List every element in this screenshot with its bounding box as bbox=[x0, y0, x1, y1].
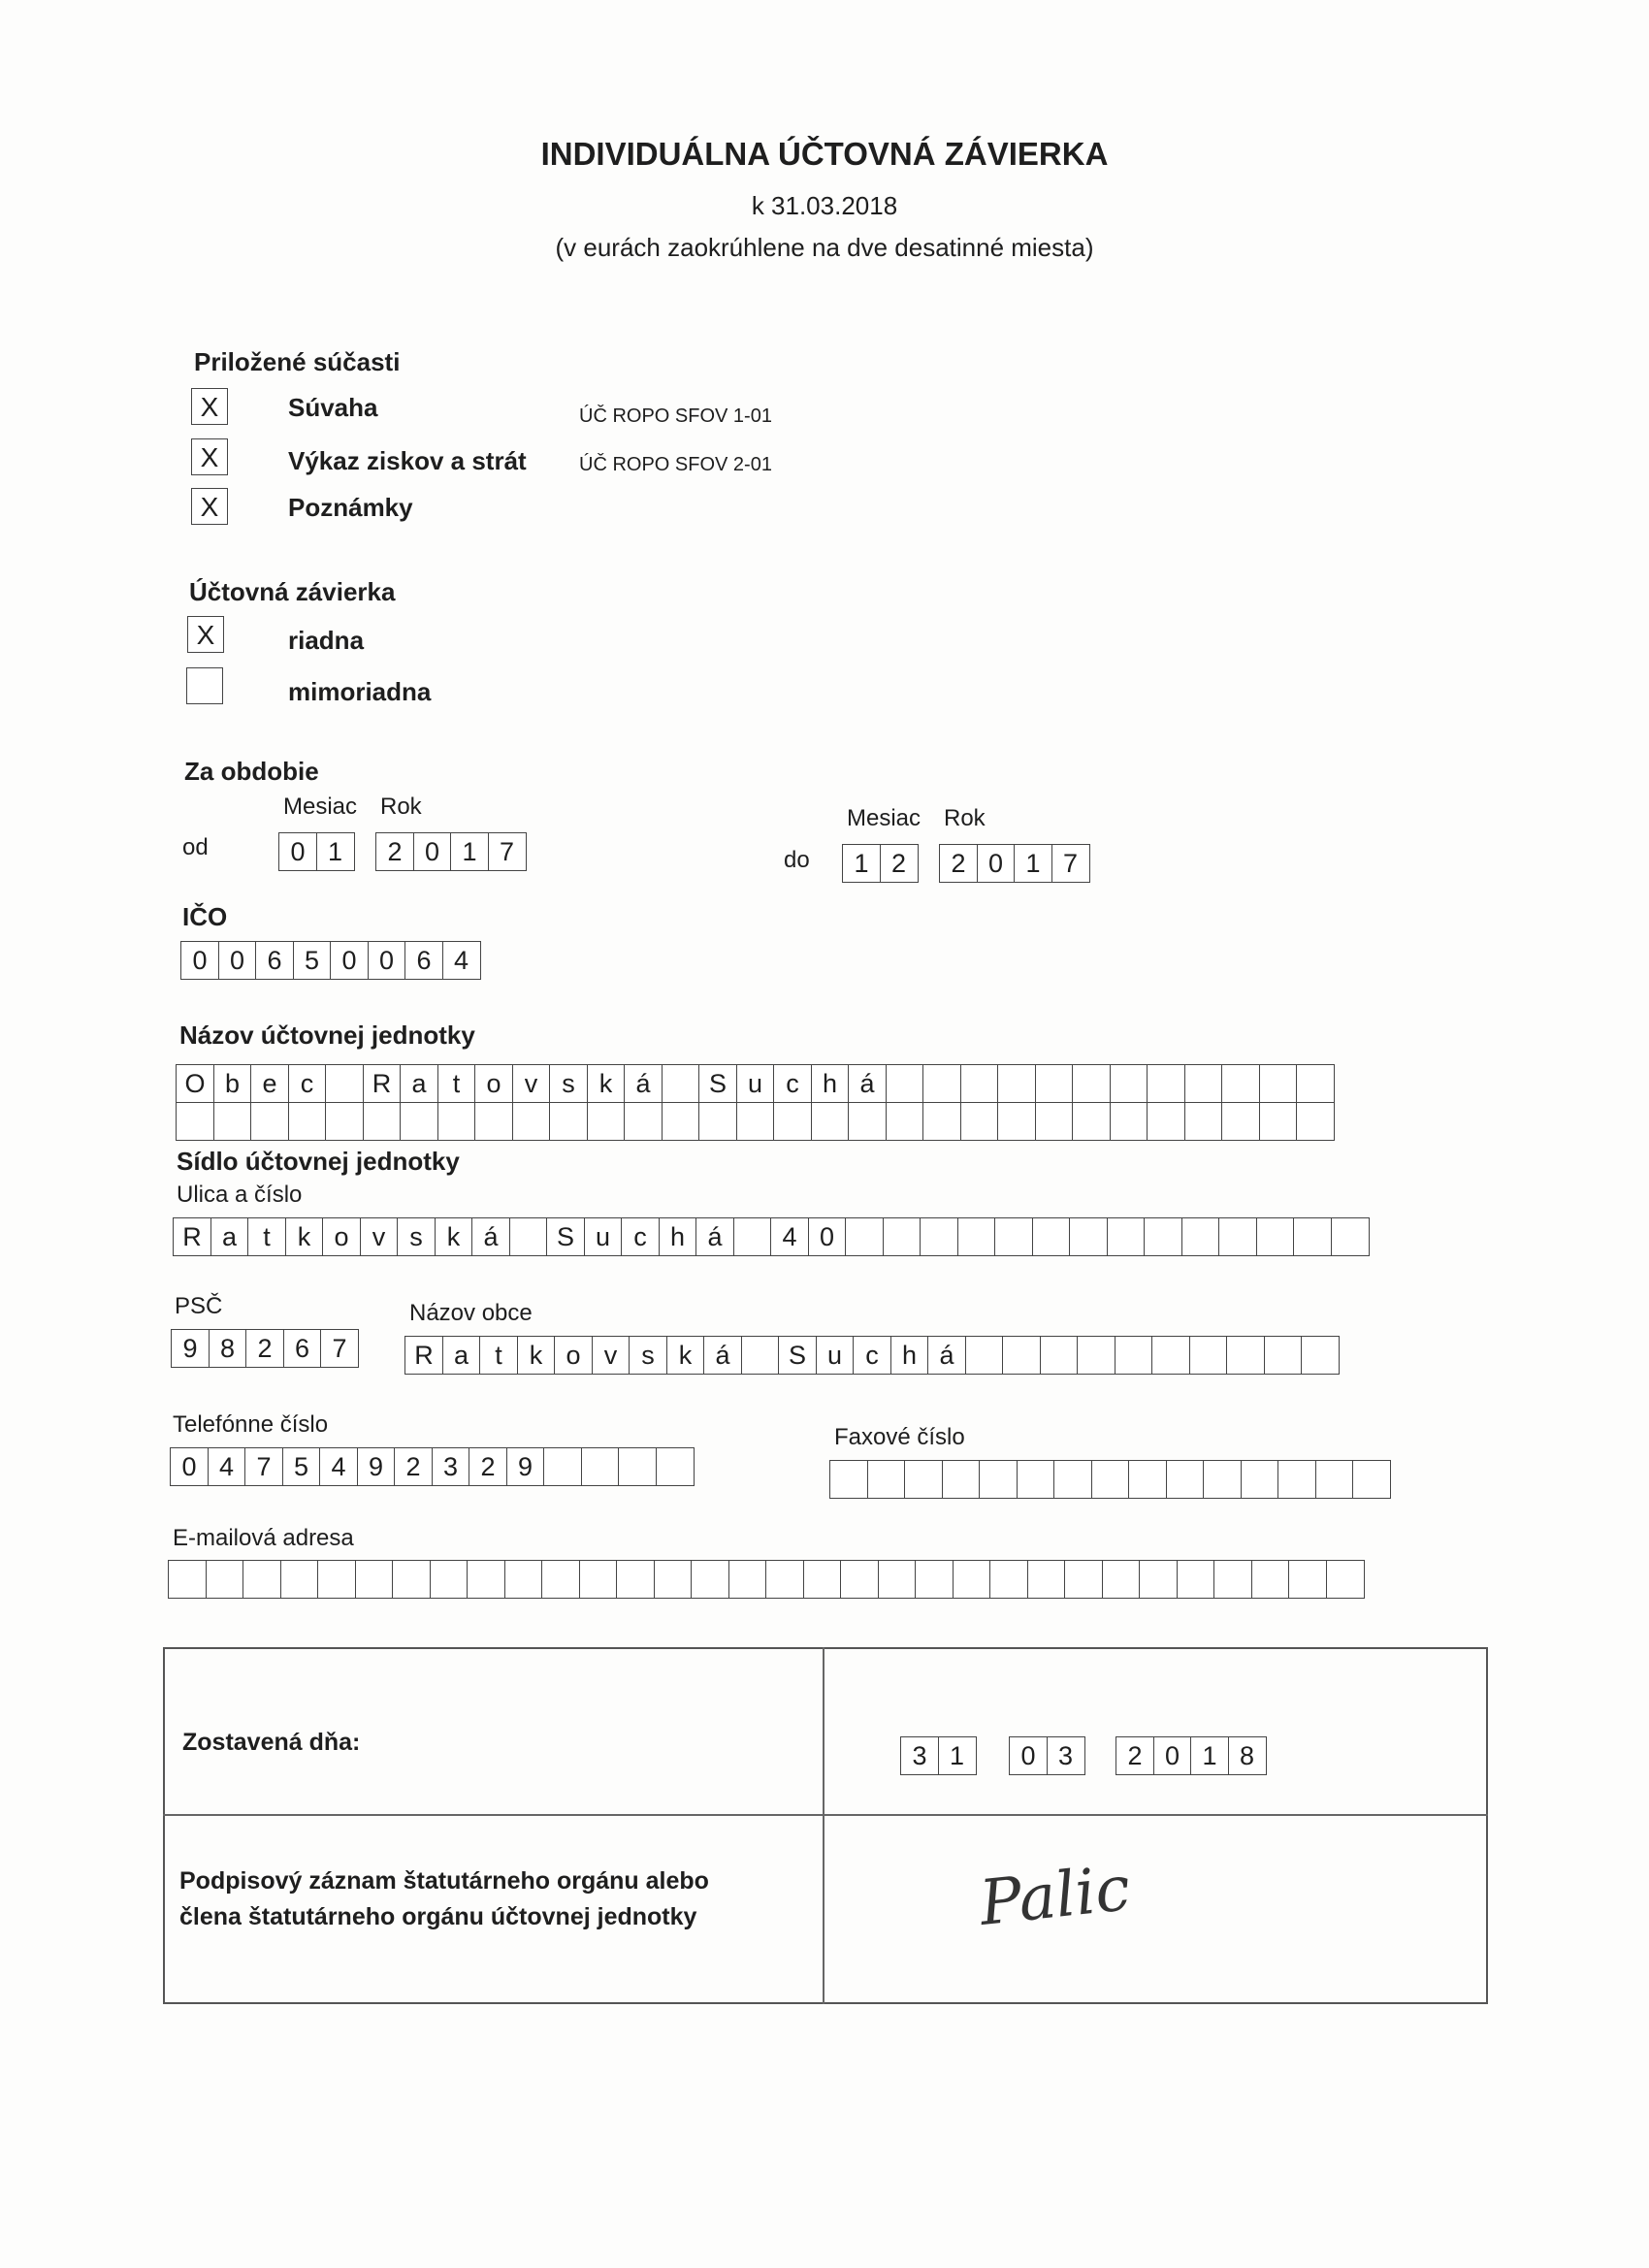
char-box[interactable] bbox=[1331, 1217, 1370, 1256]
char-box[interactable]: v bbox=[592, 1336, 630, 1375]
char-box[interactable] bbox=[242, 1560, 281, 1599]
char-box[interactable] bbox=[1144, 1217, 1182, 1256]
to-year-grid[interactable] bbox=[939, 844, 1088, 883]
char-box[interactable] bbox=[288, 1102, 327, 1141]
char-box[interactable] bbox=[1264, 1336, 1303, 1375]
char-box[interactable] bbox=[1301, 1336, 1340, 1375]
char-box[interactable]: 2 bbox=[1116, 1736, 1154, 1775]
char-box[interactable] bbox=[206, 1560, 244, 1599]
char-box[interactable] bbox=[1259, 1102, 1298, 1141]
char-box[interactable] bbox=[994, 1217, 1033, 1256]
phone-label: Telefónne číslo bbox=[173, 1411, 329, 1438]
char-box[interactable] bbox=[280, 1560, 319, 1599]
email-label: E-mailová adresa bbox=[173, 1525, 354, 1551]
char-box[interactable] bbox=[1218, 1217, 1257, 1256]
char-box[interactable] bbox=[883, 1217, 922, 1256]
compiled-year-grid[interactable] bbox=[1116, 1736, 1265, 1775]
char-box[interactable]: á bbox=[695, 1217, 734, 1256]
char-box[interactable] bbox=[922, 1102, 961, 1141]
checkbox-vykaz[interactable]: X bbox=[191, 438, 228, 475]
char-box[interactable]: u bbox=[584, 1217, 623, 1256]
char-box[interactable]: 1 bbox=[842, 844, 881, 883]
email-grid[interactable] bbox=[168, 1560, 1363, 1599]
char-box[interactable]: 1 bbox=[1014, 844, 1052, 883]
char-box[interactable]: 4 bbox=[442, 941, 481, 980]
char-box[interactable] bbox=[1053, 1460, 1092, 1499]
char-box[interactable]: 5 bbox=[293, 941, 332, 980]
char-box[interactable] bbox=[656, 1447, 695, 1486]
entity-name-row-1 bbox=[176, 1064, 1334, 1103]
char-box[interactable]: S bbox=[698, 1064, 737, 1103]
signoff-divider-vertical bbox=[823, 1647, 824, 2004]
from-year-grid[interactable] bbox=[375, 832, 525, 871]
char-box[interactable] bbox=[1110, 1102, 1148, 1141]
char-box[interactable]: a bbox=[210, 1217, 249, 1256]
char-box[interactable] bbox=[317, 1560, 356, 1599]
city-grid[interactable] bbox=[404, 1336, 1339, 1375]
char-box[interactable]: 0 bbox=[1153, 1736, 1192, 1775]
seat-heading: Sídlo účtovnej jednotky bbox=[177, 1147, 460, 1176]
char-box[interactable] bbox=[886, 1102, 924, 1141]
code-suvaha: ÚČ ROPO SFOV 1-01 bbox=[579, 405, 772, 427]
entity-name-row-2 bbox=[176, 1102, 1334, 1141]
char-box[interactable]: 0 bbox=[180, 941, 219, 980]
period-heading: Za obdobie bbox=[184, 757, 319, 786]
label-riadna: riadna bbox=[288, 626, 365, 655]
char-box[interactable]: 2 bbox=[245, 1329, 284, 1368]
char-box[interactable] bbox=[803, 1560, 842, 1599]
char-box[interactable]: á bbox=[471, 1217, 510, 1256]
compiled-label: Zostavená dňa: bbox=[182, 1729, 361, 1756]
from-month-label: Mesiac bbox=[283, 794, 358, 820]
char-box[interactable]: 9 bbox=[171, 1329, 210, 1368]
char-box[interactable] bbox=[848, 1102, 887, 1141]
char-box[interactable] bbox=[1035, 1064, 1074, 1103]
char-box[interactable]: 7 bbox=[320, 1329, 359, 1368]
fax-label: Faxové číslo bbox=[834, 1424, 965, 1450]
char-box[interactable]: t bbox=[479, 1336, 518, 1375]
char-box[interactable] bbox=[1017, 1460, 1055, 1499]
char-box[interactable] bbox=[1139, 1560, 1178, 1599]
char-box[interactable]: o bbox=[322, 1217, 361, 1256]
char-box[interactable] bbox=[1151, 1336, 1190, 1375]
char-box[interactable]: 2 bbox=[394, 1447, 433, 1486]
from-label: od bbox=[182, 834, 209, 860]
char-box[interactable] bbox=[512, 1102, 551, 1141]
char-box[interactable]: 2 bbox=[469, 1447, 507, 1486]
char-box[interactable] bbox=[392, 1560, 431, 1599]
char-box[interactable] bbox=[698, 1102, 737, 1141]
char-box[interactable]: S bbox=[778, 1336, 817, 1375]
char-box[interactable] bbox=[541, 1560, 580, 1599]
char-box[interactable]: e bbox=[250, 1064, 289, 1103]
char-box[interactable]: á bbox=[927, 1336, 966, 1375]
char-box[interactable] bbox=[1326, 1560, 1365, 1599]
char-box[interactable]: 2 bbox=[880, 844, 919, 883]
char-box[interactable]: 3 bbox=[1047, 1736, 1085, 1775]
char-box[interactable]: k bbox=[587, 1064, 626, 1103]
char-box[interactable] bbox=[1147, 1102, 1185, 1141]
char-box[interactable]: h bbox=[659, 1217, 697, 1256]
char-box[interactable] bbox=[829, 1460, 868, 1499]
psc-label: PSČ bbox=[175, 1293, 223, 1319]
char-box[interactable] bbox=[733, 1217, 772, 1256]
document-title: INDIVIDUÁLNA ÚČTOVNÁ ZÁVIERKA bbox=[540, 136, 1109, 172]
char-box[interactable]: 0 bbox=[977, 844, 1016, 883]
char-box[interactable] bbox=[662, 1064, 700, 1103]
char-box[interactable]: c bbox=[853, 1336, 891, 1375]
char-box[interactable]: 4 bbox=[319, 1447, 358, 1486]
compiled-day-grid[interactable] bbox=[900, 1736, 975, 1775]
char-box[interactable] bbox=[1177, 1560, 1215, 1599]
char-box[interactable] bbox=[845, 1217, 884, 1256]
char-box[interactable] bbox=[363, 1102, 402, 1141]
ico-grid[interactable] bbox=[180, 941, 479, 980]
char-box[interactable] bbox=[579, 1560, 618, 1599]
char-box[interactable]: 2 bbox=[375, 832, 414, 871]
label-vykaz: Výkaz ziskov a strát bbox=[288, 446, 527, 475]
char-box[interactable] bbox=[355, 1560, 394, 1599]
char-box[interactable] bbox=[1035, 1102, 1074, 1141]
char-box[interactable] bbox=[250, 1102, 289, 1141]
closing-type-heading: Účtovná závierka bbox=[189, 577, 396, 606]
char-box[interactable] bbox=[1110, 1064, 1148, 1103]
char-box[interactable]: 6 bbox=[283, 1329, 322, 1368]
char-box[interactable] bbox=[1184, 1064, 1223, 1103]
char-box[interactable] bbox=[1069, 1217, 1108, 1256]
char-box[interactable]: o bbox=[554, 1336, 593, 1375]
char-box[interactable] bbox=[979, 1460, 1018, 1499]
char-box[interactable]: 7 bbox=[1051, 844, 1090, 883]
to-label: do bbox=[784, 847, 810, 873]
fax-grid[interactable] bbox=[829, 1460, 1390, 1499]
char-box[interactable] bbox=[213, 1102, 252, 1141]
char-box[interactable]: h bbox=[811, 1064, 850, 1103]
checkbox-suvaha[interactable]: X bbox=[191, 388, 228, 425]
char-box[interactable]: a bbox=[400, 1064, 438, 1103]
char-box[interactable]: c bbox=[773, 1064, 812, 1103]
compiled-month-grid[interactable] bbox=[1009, 1736, 1083, 1775]
entity-name-heading: Názov účtovnej jednotky bbox=[179, 1021, 475, 1050]
char-box[interactable] bbox=[168, 1560, 207, 1599]
checkbox-riadna[interactable]: X bbox=[187, 616, 224, 653]
char-box[interactable] bbox=[1091, 1460, 1130, 1499]
char-box[interactable] bbox=[662, 1102, 700, 1141]
char-box[interactable]: á bbox=[848, 1064, 887, 1103]
char-box[interactable]: s bbox=[629, 1336, 667, 1375]
char-box[interactable]: t bbox=[437, 1064, 476, 1103]
char-box[interactable]: 0 bbox=[170, 1447, 209, 1486]
char-box[interactable]: 1 bbox=[1190, 1736, 1229, 1775]
char-box[interactable] bbox=[691, 1560, 729, 1599]
char-box[interactable] bbox=[1293, 1217, 1332, 1256]
char-box[interactable]: 1 bbox=[316, 832, 355, 871]
label-poznamky: Poznámky bbox=[288, 493, 413, 522]
char-box[interactable] bbox=[504, 1560, 543, 1599]
to-year-label: Rok bbox=[944, 805, 986, 831]
char-box[interactable]: k bbox=[285, 1217, 324, 1256]
char-box[interactable]: t bbox=[247, 1217, 286, 1256]
char-box[interactable]: R bbox=[404, 1336, 443, 1375]
from-month-grid[interactable] bbox=[278, 832, 353, 871]
char-box[interactable]: 0 bbox=[1009, 1736, 1048, 1775]
char-box[interactable] bbox=[624, 1102, 663, 1141]
label-suvaha: Súvaha bbox=[288, 393, 378, 422]
char-box[interactable] bbox=[549, 1102, 588, 1141]
char-box[interactable] bbox=[1107, 1217, 1146, 1256]
char-box[interactable] bbox=[741, 1336, 780, 1375]
char-box[interactable] bbox=[1181, 1217, 1220, 1256]
street-grid[interactable] bbox=[173, 1217, 1368, 1256]
phone-grid[interactable] bbox=[170, 1447, 693, 1486]
char-box[interactable] bbox=[1221, 1102, 1260, 1141]
char-box[interactable]: 7 bbox=[244, 1447, 283, 1486]
char-box[interactable] bbox=[1077, 1336, 1116, 1375]
char-box[interactable] bbox=[886, 1064, 924, 1103]
char-box[interactable] bbox=[1251, 1560, 1290, 1599]
document-date: k 31.03.2018 bbox=[751, 191, 898, 220]
char-box[interactable] bbox=[325, 1102, 364, 1141]
char-box[interactable]: k bbox=[435, 1217, 473, 1256]
signoff-divider-horizontal bbox=[163, 1814, 1488, 1816]
from-year-label: Rok bbox=[380, 794, 422, 820]
char-box[interactable]: b bbox=[213, 1064, 252, 1103]
char-box[interactable]: a bbox=[442, 1336, 481, 1375]
char-box[interactable] bbox=[920, 1217, 958, 1256]
char-box[interactable]: 3 bbox=[432, 1447, 470, 1486]
char-box[interactable] bbox=[773, 1102, 812, 1141]
char-box[interactable]: u bbox=[816, 1336, 855, 1375]
char-box[interactable]: u bbox=[736, 1064, 775, 1103]
code-vykaz: ÚČ ROPO SFOV 2-01 bbox=[579, 454, 772, 475]
char-box[interactable] bbox=[960, 1102, 999, 1141]
char-box[interactable]: á bbox=[624, 1064, 663, 1103]
char-box[interactable] bbox=[840, 1560, 879, 1599]
char-box[interactable] bbox=[474, 1102, 513, 1141]
psc-grid[interactable] bbox=[171, 1329, 358, 1368]
char-box[interactable]: 3 bbox=[900, 1736, 939, 1775]
char-box[interactable]: 0 bbox=[218, 941, 257, 980]
char-box[interactable]: 4 bbox=[770, 1217, 809, 1256]
to-month-label: Mesiac bbox=[847, 805, 922, 831]
char-box[interactable]: h bbox=[890, 1336, 929, 1375]
char-box[interactable] bbox=[587, 1102, 626, 1141]
char-box[interactable]: k bbox=[666, 1336, 705, 1375]
char-box[interactable] bbox=[1072, 1064, 1111, 1103]
char-box[interactable] bbox=[953, 1560, 991, 1599]
checkbox-poznamky[interactable]: X bbox=[191, 488, 228, 525]
char-box[interactable] bbox=[430, 1560, 469, 1599]
char-box[interactable] bbox=[997, 1064, 1036, 1103]
char-box[interactable] bbox=[989, 1560, 1028, 1599]
char-box[interactable]: 0 bbox=[278, 832, 317, 871]
char-box[interactable] bbox=[1296, 1064, 1335, 1103]
char-box[interactable]: 0 bbox=[330, 941, 369, 980]
char-box[interactable] bbox=[1315, 1460, 1354, 1499]
to-month-grid[interactable] bbox=[842, 844, 917, 883]
char-box[interactable] bbox=[1259, 1064, 1298, 1103]
char-box[interactable] bbox=[1102, 1560, 1141, 1599]
char-box[interactable]: c bbox=[621, 1217, 660, 1256]
char-box[interactable] bbox=[728, 1560, 767, 1599]
char-box[interactable] bbox=[1277, 1460, 1316, 1499]
char-box[interactable]: o bbox=[474, 1064, 513, 1103]
char-box[interactable] bbox=[1288, 1560, 1327, 1599]
char-box[interactable] bbox=[915, 1560, 954, 1599]
char-box[interactable]: 1 bbox=[938, 1736, 977, 1775]
char-box[interactable] bbox=[1166, 1460, 1205, 1499]
char-box[interactable] bbox=[1203, 1460, 1242, 1499]
char-box[interactable] bbox=[618, 1447, 657, 1486]
ico-heading: IČO bbox=[182, 902, 228, 931]
char-box[interactable] bbox=[1226, 1336, 1265, 1375]
char-box[interactable]: 6 bbox=[404, 941, 443, 980]
city-label: Názov obce bbox=[409, 1300, 533, 1326]
signature-label-line-2: člena štatutárneho orgánu účtovnej jednotky bbox=[179, 1903, 697, 1930]
char-box[interactable] bbox=[1115, 1336, 1153, 1375]
char-box[interactable] bbox=[765, 1560, 804, 1599]
char-box[interactable] bbox=[960, 1064, 999, 1103]
char-box[interactable]: R bbox=[173, 1217, 211, 1256]
char-box[interactable] bbox=[1147, 1064, 1185, 1103]
char-box[interactable] bbox=[878, 1560, 917, 1599]
street-label: Ulica a číslo bbox=[177, 1182, 303, 1208]
char-box[interactable] bbox=[1002, 1336, 1041, 1375]
char-box[interactable] bbox=[325, 1064, 364, 1103]
char-box[interactable]: 9 bbox=[357, 1447, 396, 1486]
char-box[interactable] bbox=[736, 1102, 775, 1141]
entity-name-grid[interactable] bbox=[176, 1064, 1334, 1141]
char-box[interactable] bbox=[1221, 1064, 1260, 1103]
char-box[interactable] bbox=[1184, 1102, 1223, 1141]
char-box[interactable]: s bbox=[397, 1217, 436, 1256]
char-box[interactable]: 8 bbox=[1228, 1736, 1267, 1775]
signature-label-line-1: Podpisový záznam štatutárneho orgánu alebo bbox=[179, 1867, 709, 1895]
signoff-box bbox=[163, 1647, 1488, 2004]
char-box[interactable] bbox=[1189, 1336, 1228, 1375]
char-box[interactable] bbox=[957, 1217, 996, 1256]
currency-note: (v eurách zaokrúhlene na dve desatinné miesta) bbox=[555, 233, 1094, 262]
char-box[interactable] bbox=[867, 1460, 906, 1499]
char-box[interactable] bbox=[1072, 1102, 1111, 1141]
char-box[interactable]: v bbox=[512, 1064, 551, 1103]
char-box[interactable] bbox=[1213, 1560, 1252, 1599]
char-box[interactable] bbox=[942, 1460, 981, 1499]
char-box[interactable] bbox=[1032, 1217, 1071, 1256]
char-box[interactable] bbox=[904, 1460, 943, 1499]
char-box[interactable]: k bbox=[517, 1336, 556, 1375]
char-box[interactable]: á bbox=[703, 1336, 742, 1375]
char-box[interactable]: O bbox=[176, 1064, 214, 1103]
char-box[interactable] bbox=[176, 1102, 214, 1141]
char-box[interactable]: R bbox=[363, 1064, 402, 1103]
char-box[interactable] bbox=[1352, 1460, 1391, 1499]
char-box[interactable]: s bbox=[549, 1064, 588, 1103]
char-box[interactable] bbox=[1027, 1560, 1066, 1599]
char-box[interactable]: S bbox=[546, 1217, 585, 1256]
char-box[interactable] bbox=[581, 1447, 620, 1486]
char-box[interactable] bbox=[467, 1560, 505, 1599]
char-box[interactable]: 0 bbox=[808, 1217, 847, 1256]
char-box[interactable] bbox=[509, 1217, 548, 1256]
char-box[interactable] bbox=[1040, 1336, 1079, 1375]
char-box[interactable] bbox=[437, 1102, 476, 1141]
char-box[interactable] bbox=[543, 1447, 582, 1486]
char-box[interactable] bbox=[400, 1102, 438, 1141]
char-box[interactable]: 5 bbox=[282, 1447, 321, 1486]
char-box[interactable] bbox=[1256, 1217, 1295, 1256]
char-box[interactable] bbox=[654, 1560, 693, 1599]
char-box[interactable]: 0 bbox=[368, 941, 406, 980]
char-box[interactable] bbox=[1128, 1460, 1167, 1499]
char-box[interactable]: 6 bbox=[255, 941, 294, 980]
char-box[interactable]: 1 bbox=[450, 832, 489, 871]
char-box[interactable]: v bbox=[360, 1217, 399, 1256]
label-mimoriadna: mimoriadna bbox=[288, 677, 432, 706]
char-box[interactable]: c bbox=[288, 1064, 327, 1103]
char-box[interactable] bbox=[1296, 1102, 1335, 1141]
attachments-heading: Priložené súčasti bbox=[194, 347, 401, 376]
char-box[interactable]: 9 bbox=[506, 1447, 545, 1486]
char-box[interactable] bbox=[997, 1102, 1036, 1141]
char-box[interactable]: 0 bbox=[413, 832, 452, 871]
char-box[interactable] bbox=[1064, 1560, 1103, 1599]
char-box[interactable]: 7 bbox=[488, 832, 527, 871]
char-box[interactable] bbox=[616, 1560, 655, 1599]
char-box[interactable] bbox=[811, 1102, 850, 1141]
signature: Palic bbox=[976, 1853, 1134, 1940]
char-box[interactable]: 8 bbox=[209, 1329, 247, 1368]
char-box[interactable]: 2 bbox=[939, 844, 978, 883]
char-box[interactable] bbox=[965, 1336, 1004, 1375]
checkbox-mimoriadna[interactable] bbox=[186, 667, 223, 704]
char-box[interactable] bbox=[922, 1064, 961, 1103]
char-box[interactable]: 4 bbox=[208, 1447, 246, 1486]
char-box[interactable] bbox=[1241, 1460, 1279, 1499]
